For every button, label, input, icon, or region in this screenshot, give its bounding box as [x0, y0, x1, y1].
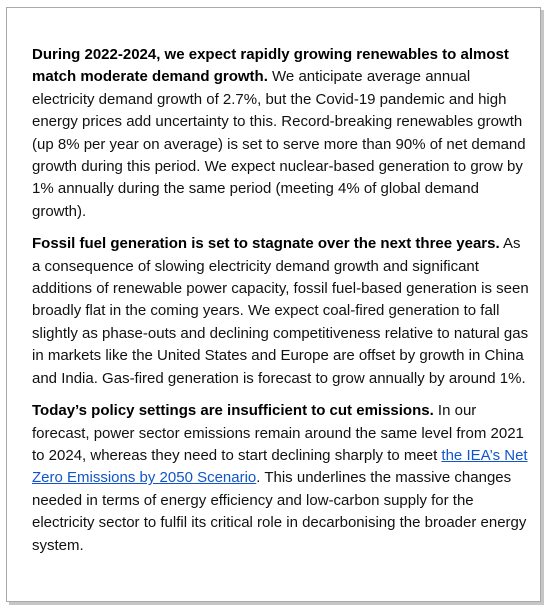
net-zero-scenario-link[interactable]: the IEA’s Net Zero Emissions by 2050 Scenario	[32, 446, 528, 487]
paragraph-body: In our forecast, power sector emissions remain around the same level from 2021 to 2024, whereas they need to start declining sharply to meet	[32, 402, 524, 464]
paragraph-lead: Today’s policy settings are insufficient to cut emissions.	[32, 402, 434, 420]
paragraph-lead: Fossil fuel generation is set to stagnate over the next three years.	[32, 235, 500, 253]
paragraph-emissions	[32, 400, 532, 557]
document-frame	[6, 7, 541, 602]
paragraph-body: We anticipate average annual electricity demand growth of 2.7%, but the Covid-19 pandemic and high energy prices add uncertainty to this. Record-breaking renewables growth (up 8% per year on average) is set to serve more than 90% of net demand growth during this period. We expect nuclear-based generation to grow by 1% annually during the same period (meeting 4% of global demand growth).	[32, 68, 526, 220]
paragraph-fossil-fuel	[32, 233, 532, 390]
paragraph-body: As a consequence of slowing electricity demand growth and significant additions of renewable power capacity, fossil fuel-based generation is seen broadly flat in the coming years. We expect coal-fired generation to fall slightly as phase-outs and declining competitiveness relative to natural gas in markets like the United States and Europe are offset by growth in China and India. Gas-fired generation is forecast to grow annually by around 1%.	[32, 235, 529, 387]
paragraph-body: . This underlines the massive changes needed in terms of energy efficiency and low-carbon supply for the electricity sector to fulfil its critical role in decarbonising the broader energy system.	[32, 469, 527, 554]
paragraph-lead: During 2022-2024, we expect rapidly growing renewables to almost match moderate demand growth.	[32, 46, 509, 86]
paragraph-renewables	[32, 44, 532, 223]
document-body	[32, 44, 532, 567]
